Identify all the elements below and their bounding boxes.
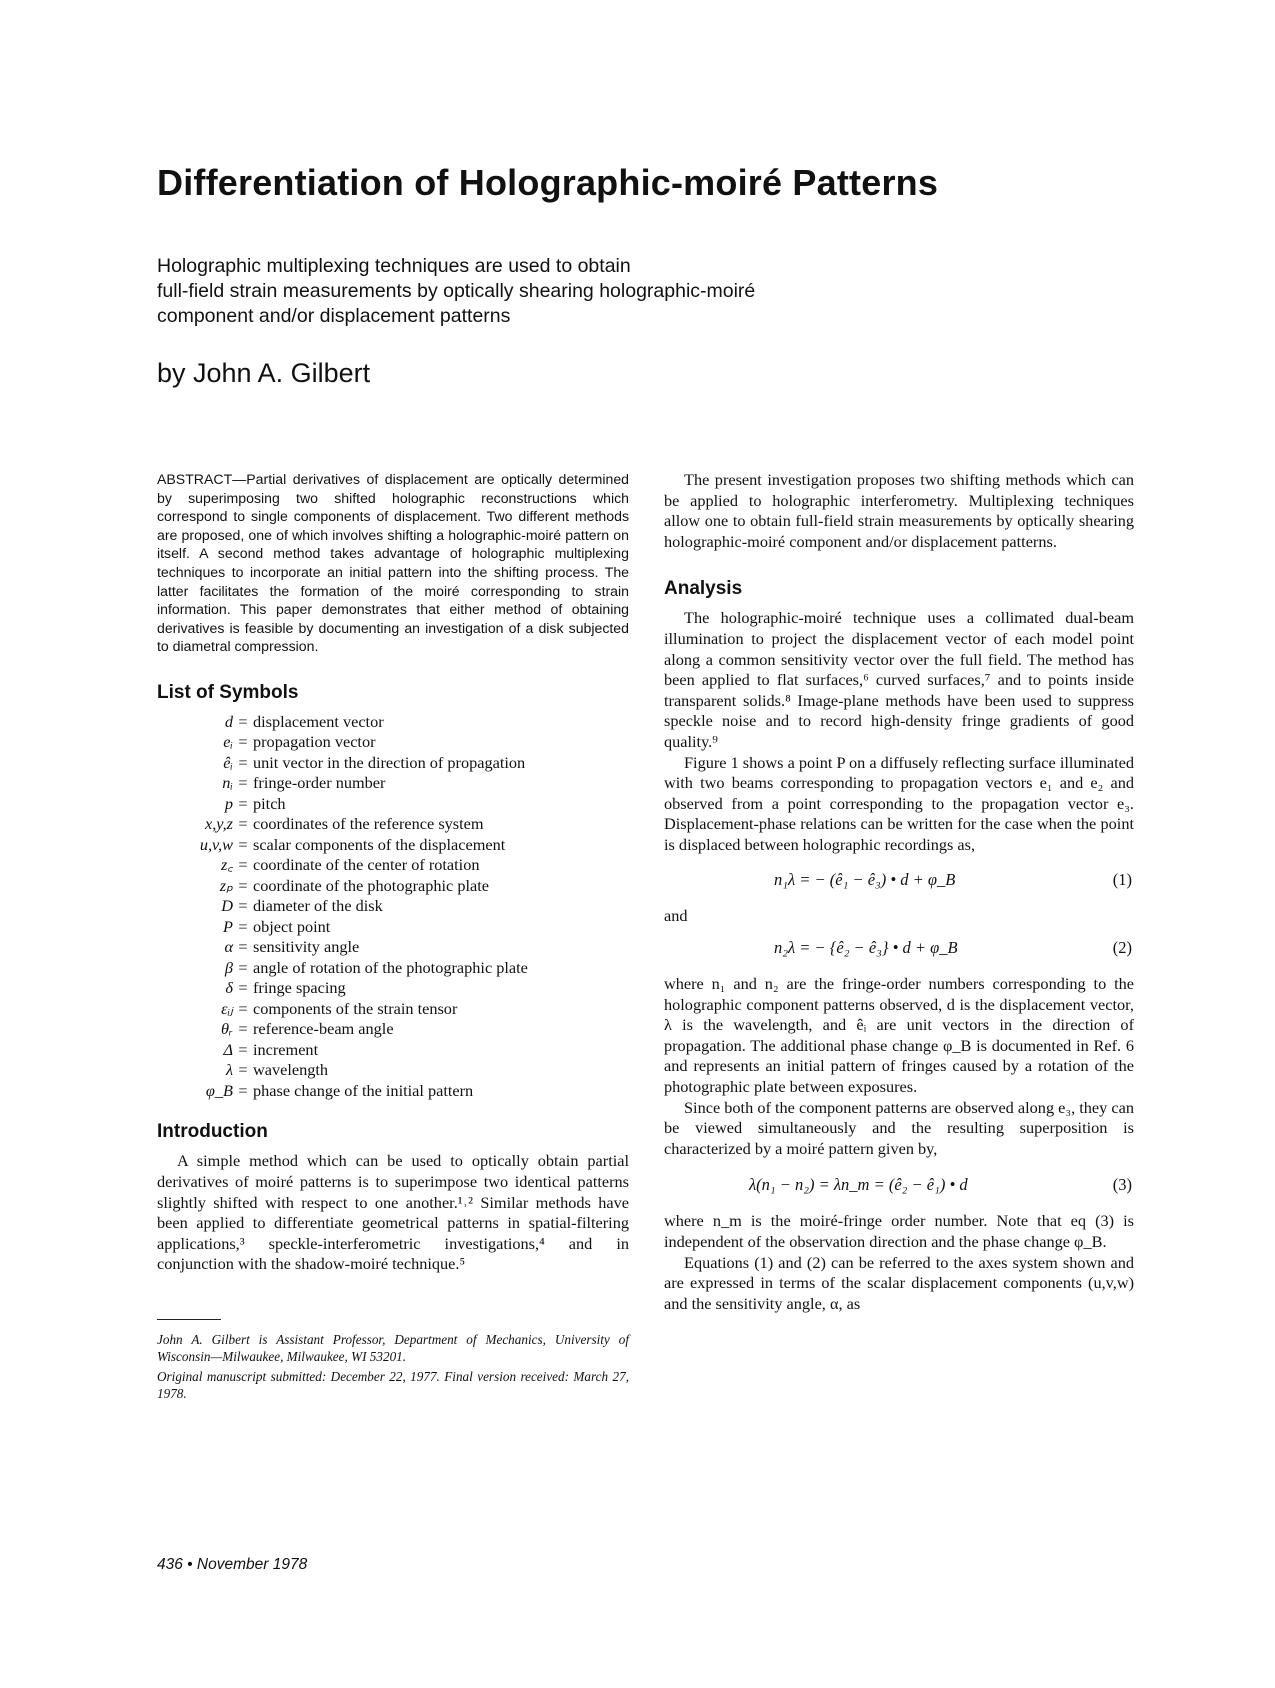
symbol-row — [157, 814, 629, 835]
symbol-definition: components of the strain tensor — [253, 998, 458, 1018]
analysis-paragraph: The holographic-moiré technique uses a collimated dual-beam illumination to project the displacement vector of each model point along a common sensitivity vector over the full field. The method has been applied to flat surfaces,⁶ curved surfaces,⁷ and to points inside transparent solids.⁸ Image-plane methods have been used to suppress speckle noise and to record high-density fringe gradients of good quality.⁹ — [664, 608, 1134, 751]
footnote-rule — [157, 1319, 221, 1320]
symbol-definition: angle of rotation of the photographic plate — [253, 957, 528, 977]
symbol-name: eᵢ — [223, 732, 233, 752]
page-footer: 436 • November 1978 — [157, 1556, 308, 1573]
symbol-definition: coordinate of the photographic plate — [253, 875, 489, 895]
symbol-equals: = — [238, 752, 248, 772]
symbol-definition: fringe spacing — [253, 978, 346, 998]
symbol-equals: = — [238, 793, 248, 813]
symbol-row — [157, 999, 629, 1020]
symbol-definition: coordinate of the center of rotation — [253, 855, 480, 875]
symbol-name: D — [221, 896, 233, 916]
symbol-name: p — [224, 793, 233, 813]
symbol-name: êᵢ — [223, 752, 233, 772]
symbol-row — [157, 1060, 629, 1081]
introduction-paragraph: A simple method which can be used to optically obtain partial derivatives of moiré patterns is to superimpose two identical patterns slightly shifted with respect to one another.¹˒² Similar methods have been applied to differentiate geometrical patterns in spatial-filtering applications,³ speckle-interferometric investigations,⁴ and in conjunction with the shadow-moiré technique.⁵ — [157, 1151, 629, 1274]
symbol-equals: = — [238, 937, 248, 957]
intro-paragraph: The present investigation proposes two shifting methods which can be applied to holographic interferometry. Multiplexing techniques allow one to obtain full-field strain measurements by optically shearing holographic-moiré component and/or displacement patterns. — [664, 470, 1134, 551]
footnote-manuscript: Original manuscript submitted: December 22, 1977. Final version received: March 27, 1978. — [157, 1369, 629, 1401]
symbol-row — [157, 937, 629, 958]
symbol-row — [157, 773, 629, 794]
symbol-equals: = — [238, 1080, 248, 1100]
symbol-row — [157, 835, 629, 856]
symbol-row — [157, 1081, 629, 1102]
symbol-definition: displacement vector — [253, 711, 384, 731]
symbol-name: z꜀ — [221, 855, 233, 875]
symbol-name: u,v,w — [199, 834, 233, 854]
symbol-name: λ — [225, 1060, 233, 1080]
symbol-equals: = — [238, 773, 248, 793]
symbol-equals: = — [238, 1019, 248, 1039]
symbol-name: εᵢⱼ — [221, 998, 233, 1018]
introduction-heading: Introduction — [157, 1121, 268, 1143]
symbol-definition: propagation vector — [253, 732, 376, 752]
symbol-row — [157, 1040, 629, 1061]
symbol-equals: = — [238, 1060, 248, 1080]
analysis-paragraph: Since both of the component patterns are observed along e₃, they can be viewed simultaneously and the resulting superposition is characterized by a moiré pattern given by, — [664, 1097, 1134, 1158]
subtitle — [157, 254, 917, 329]
symbol-name: nᵢ — [222, 773, 233, 793]
equation-number: (2) — [1112, 938, 1132, 958]
symbol-equals: = — [238, 998, 248, 1018]
symbol-equals: = — [238, 978, 248, 998]
symbol-definition: increment — [253, 1039, 319, 1059]
connector-text: and — [664, 905, 688, 925]
symbol-definition: wavelength — [253, 1060, 329, 1080]
symbol-definition: coordinates of the reference system — [253, 814, 484, 834]
symbol-row — [157, 753, 629, 774]
symbol-definition: pitch — [253, 793, 286, 813]
equation-expression: λ(n₁ − n₂) = λn_m = (ê₂ − ê₁) • d — [749, 1175, 968, 1195]
symbol-name: Δ — [223, 1039, 233, 1059]
symbol-name: α — [224, 937, 233, 957]
symbol-row — [157, 958, 629, 979]
symbol-row — [157, 732, 629, 753]
abstract: ABSTRACT—Partial derivatives of displacement are optically determined by superimposing two shifted holographic reconstructions which correspond to single components of displacement. Two different methods are proposed, one of which involves shifting a holographic-moiré pattern on itself. A second method takes advantage of holographic multiplexing techniques to incorporate an initial pattern into the shifting process. The latter facilitates the formation of the moiré corresponding to strain information. This paper demonstrates that either method of obtaining derivatives is feasible by documenting an investigation of a disk subjected to diametral compression. — [157, 471, 629, 655]
subtitle-line: full-field strain measurements by optically shearing holographic-moiré — [157, 280, 756, 302]
equation-3 — [664, 1165, 1134, 1205]
equation-expression: n₂λ = − {ê₂ − ê₃} • d + φ_B — [774, 938, 958, 958]
symbol-equals: = — [238, 1039, 248, 1059]
right-column — [664, 470, 1134, 1314]
symbol-row — [157, 917, 629, 938]
author-byline: by John A. Gilbert — [157, 358, 371, 388]
symbol-name: β — [224, 957, 233, 977]
symbol-definition: phase change of the initial pattern — [253, 1080, 474, 1100]
symbol-row — [157, 1019, 629, 1040]
symbol-equals: = — [238, 814, 248, 834]
symbol-equals: = — [238, 711, 248, 731]
equation-2 — [664, 928, 1134, 968]
symbol-row — [157, 876, 629, 897]
footnotes — [157, 1319, 629, 1402]
symbol-equals: = — [238, 855, 248, 875]
symbol-equals: = — [238, 875, 248, 895]
symbol-row — [157, 978, 629, 999]
symbol-row — [157, 855, 629, 876]
analysis-paragraph: Equations (1) and (2) can be referred to the axes system shown and are expressed in terms of the scalar displacement components (u,v,w) and the sensitivity angle, α, as — [664, 1252, 1134, 1313]
analysis-paragraph: Figure 1 shows a point P on a diffusely reflecting surface illuminated with two beams corresponding to propagation vectors e₁ and e₂ and observed from a point corresponding to the propagation vector e₃. Displacement-phase relations can be written for the case when the point is displaced between holographic recordings as, — [664, 752, 1134, 854]
equation-expression: n₁λ = − (ê₁ − ê₃) • d + φ_B — [774, 869, 956, 889]
symbol-equals: = — [238, 834, 248, 854]
symbol-equals: = — [238, 732, 248, 752]
symbol-definition: diameter of the disk — [253, 896, 383, 916]
subtitle-line: component and/or displacement patterns — [157, 305, 511, 327]
analysis-paragraph: where n₁ and n₂ are the fringe-order numbers corresponding to the holographic component patterns observed, d is the displacement vector, λ is the wavelength, and êᵢ are unit vectors in the direction of propagation. The additional phase change φ_B is documented in Ref. 6 and represents an initial pattern of fringes caused by a rotation of the photographic plate between exposures. — [664, 974, 1134, 1097]
symbol-equals: = — [238, 916, 248, 936]
symbol-row — [157, 794, 629, 815]
symbol-equals: = — [238, 896, 248, 916]
symbol-name: P — [223, 916, 233, 936]
subtitle-line: Holographic multiplexing techniques are used to obtain — [157, 255, 631, 277]
symbol-definition: scalar components of the displacement — [253, 834, 506, 854]
symbols-list — [157, 712, 629, 1102]
symbol-equals: = — [238, 957, 248, 977]
analysis-heading: Analysis — [664, 578, 743, 600]
equation-1 — [664, 860, 1134, 900]
symbol-name: θᵣ — [220, 1019, 233, 1039]
equation-number: (1) — [1112, 869, 1132, 889]
analysis-paragraph: where n_m is the moiré-fringe order number. Note that eq (3) is independent of the observation direction and the phase change φ_B. — [664, 1211, 1134, 1252]
symbol-definition: object point — [253, 916, 331, 936]
symbol-name: φ_B — [205, 1080, 233, 1100]
left-column — [157, 470, 629, 1406]
symbol-name: δ — [225, 978, 233, 998]
symbol-definition: unit vector in the direction of propagation — [253, 752, 526, 772]
symbol-definition: fringe-order number — [253, 773, 386, 793]
symbol-definition: sensitivity angle — [253, 937, 360, 957]
symbol-name: x,y,z — [204, 814, 233, 834]
equation-number: (3) — [1112, 1175, 1132, 1195]
symbol-definition: reference-beam angle — [253, 1019, 394, 1039]
symbol-row — [157, 712, 629, 733]
symbol-name: zₚ — [219, 875, 233, 895]
page-title: Differentiation of Holographic-moiré Patterns — [157, 162, 939, 203]
symbol-name: d — [224, 711, 233, 731]
symbol-row — [157, 896, 629, 917]
footnote-author: John A. Gilbert is Assistant Professor, Department of Mechanics, University of Wisconsin—Milwaukee, Milwaukee, WI 53201. — [157, 1332, 629, 1364]
symbols-heading: List of Symbols — [157, 681, 299, 703]
